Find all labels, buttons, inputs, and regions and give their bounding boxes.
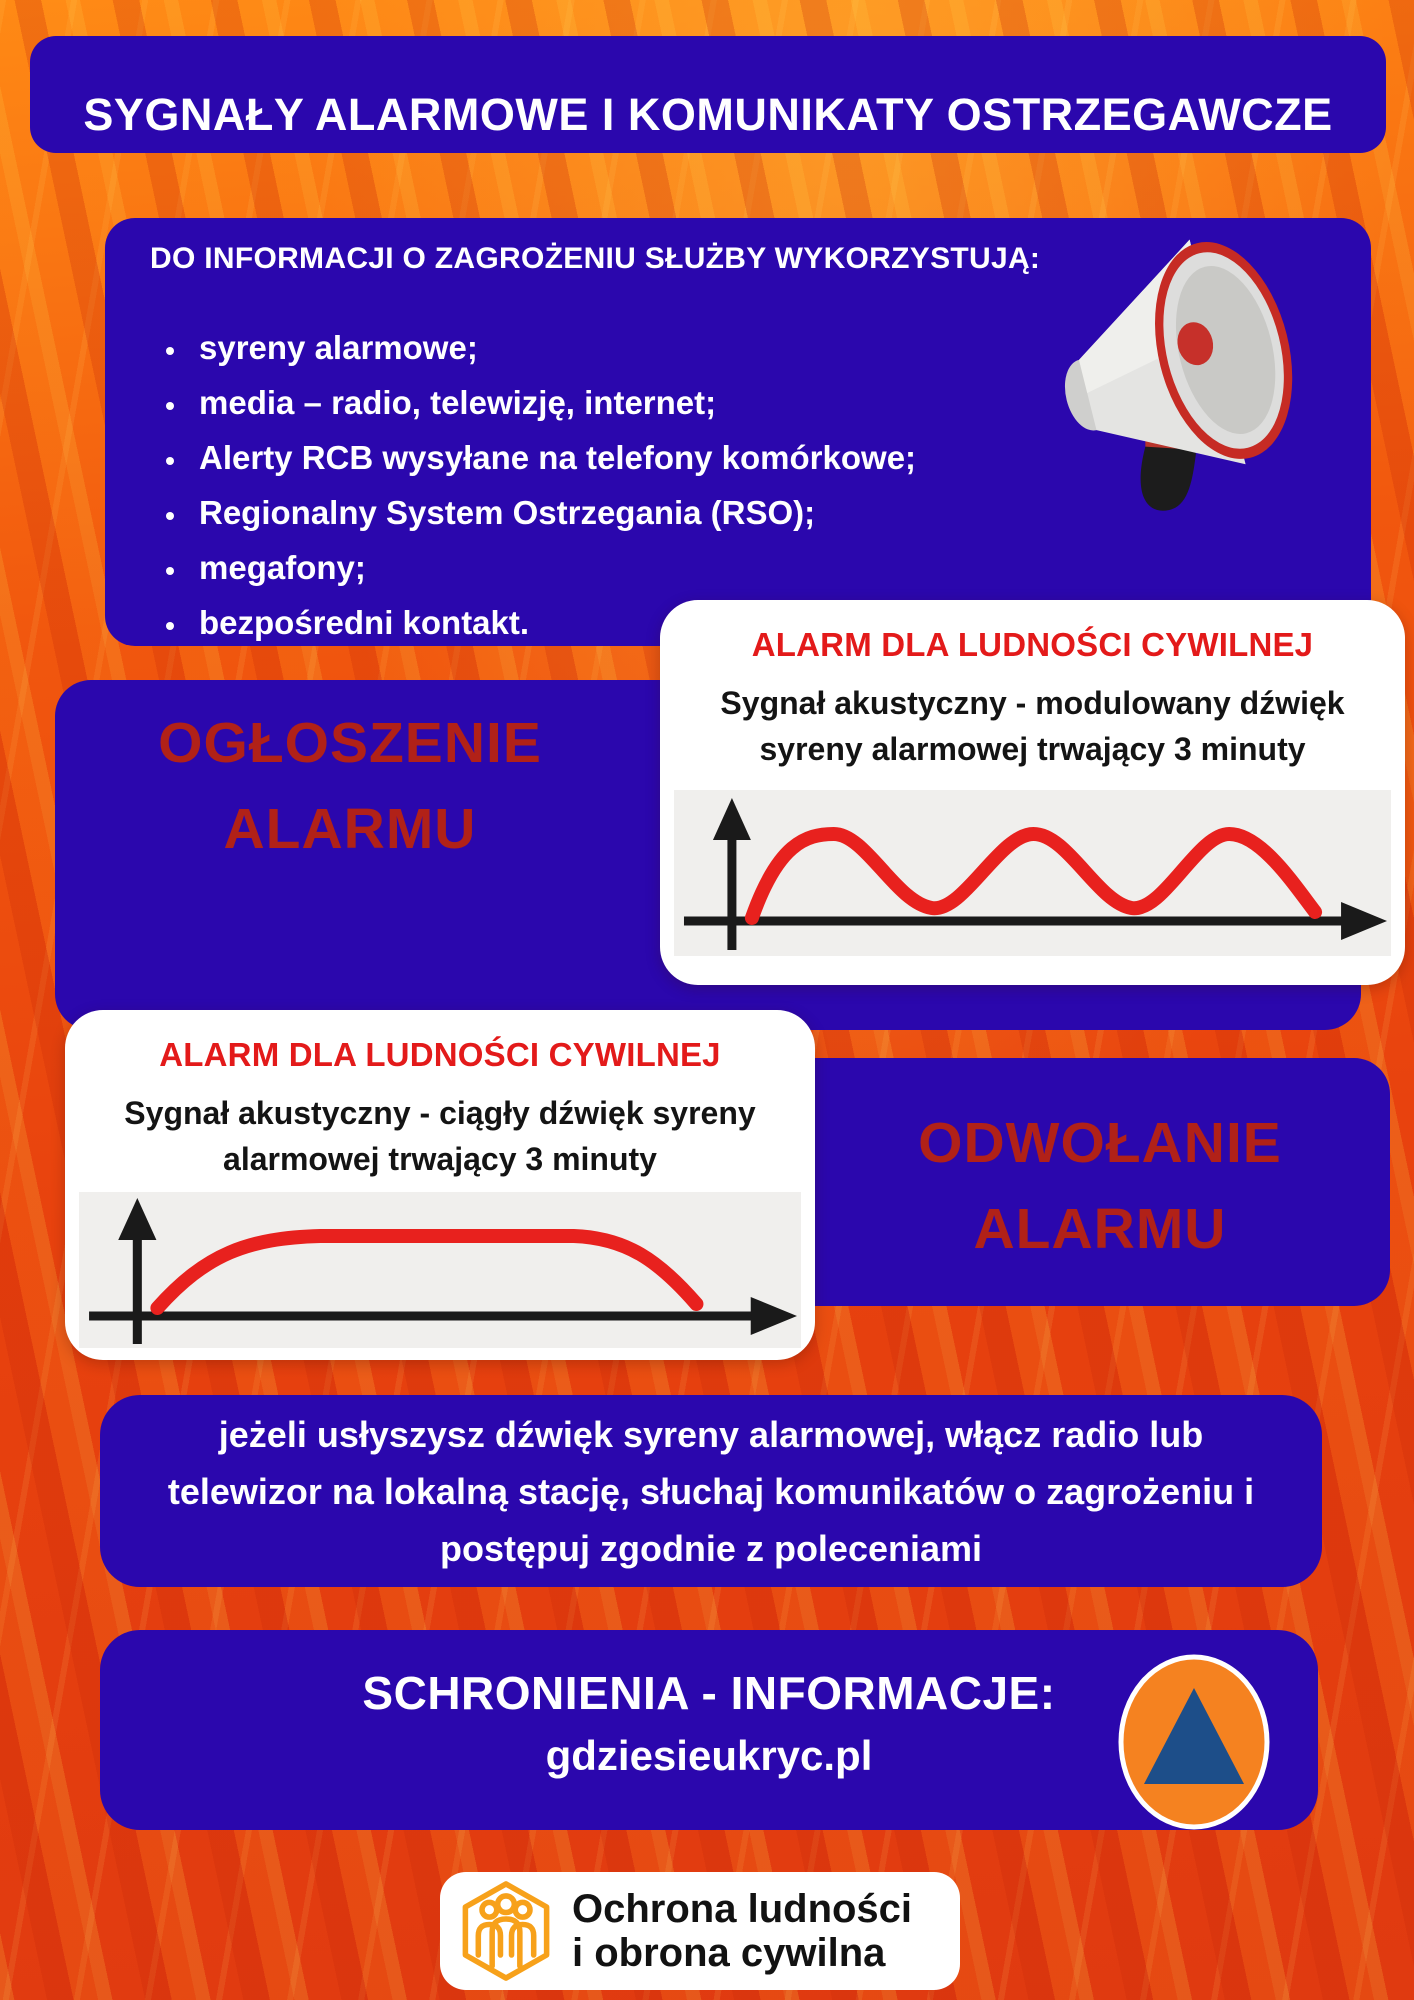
list-item: • bezpośredni kontakt. (189, 595, 1371, 650)
civil-defense-icon (1118, 1654, 1270, 1830)
modulated-signal-graph (674, 790, 1391, 956)
advice-text: jeżeli usłyszysz dźwięk syreny alarmowej, włącz radio lub telewizor na lokalną stację, słuchaj komunikatów o zagrożeniu i postępuj zgodnie z poleceniami (167, 1413, 1255, 1569)
cancel-alarm-label-line1: ODWOŁANIE (918, 1111, 1282, 1175)
poster-title-bar (30, 36, 1386, 153)
cancel-alarm-label (820, 1100, 1380, 1272)
shelters-panel (100, 1630, 1318, 1830)
cancel-alarm-label-line2: ALARMU (973, 1197, 1227, 1261)
footer-logo-text (572, 1887, 912, 1975)
card-heading: ALARM DLA LUDNOŚCI CYWILNEJ (751, 626, 1314, 663)
list-item: • megafony; (189, 540, 1371, 595)
services-heading: DO INFORMACJI O ZAGROŻENIU SŁUŻBY WYKORZYSTUJĄ: (150, 242, 1041, 275)
shelters-url: gdziesieukryc.pl (545, 1732, 873, 1779)
announce-alarm-label (70, 700, 630, 872)
people-in-hexagon-icon (458, 1879, 554, 1983)
civil-protection-logo (440, 1872, 960, 1990)
announce-alarm-label-line2: ALARMU (223, 797, 477, 861)
list-item: • syreny alarmowe; (189, 320, 1371, 375)
megaphone-icon (1028, 216, 1340, 526)
card-heading: ALARM DLA LUDNOŚCI CYWILNEJ (159, 1036, 721, 1073)
announce-alarm-card (660, 600, 1405, 985)
advice-panel (100, 1395, 1322, 1587)
footer-logo-line1: Ochrona ludności (572, 1887, 913, 1931)
cancel-alarm-card (65, 1010, 815, 1360)
list-item: • Alerty RCB wysyłane na telefony komórkowe; (189, 430, 1371, 485)
footer-logo-line2: i obrona cywilna (572, 1931, 886, 1975)
continuous-signal-graph (79, 1192, 801, 1348)
announce-alarm-label-line1: OGŁOSZENIE (158, 711, 542, 775)
shelters-heading: SCHRONIENIA - INFORMACJE: (362, 1667, 1056, 1719)
card-description: Sygnał akustyczny - modulowany dźwięk syreny alarmowej trwający 3 minuty (720, 685, 1345, 767)
list-item: • Regionalny System Ostrzegania (RSO); (189, 485, 1371, 540)
list-item: • media – radio, telewizję, internet; (189, 375, 1371, 430)
poster-title: SYGNAŁY ALARMOWE I KOMUNIKATY OSTRZEGAWCZE (83, 89, 1333, 140)
card-description: Sygnał akustyczny - ciągły dźwięk syreny alarmowej trwający 3 minuty (124, 1095, 756, 1177)
